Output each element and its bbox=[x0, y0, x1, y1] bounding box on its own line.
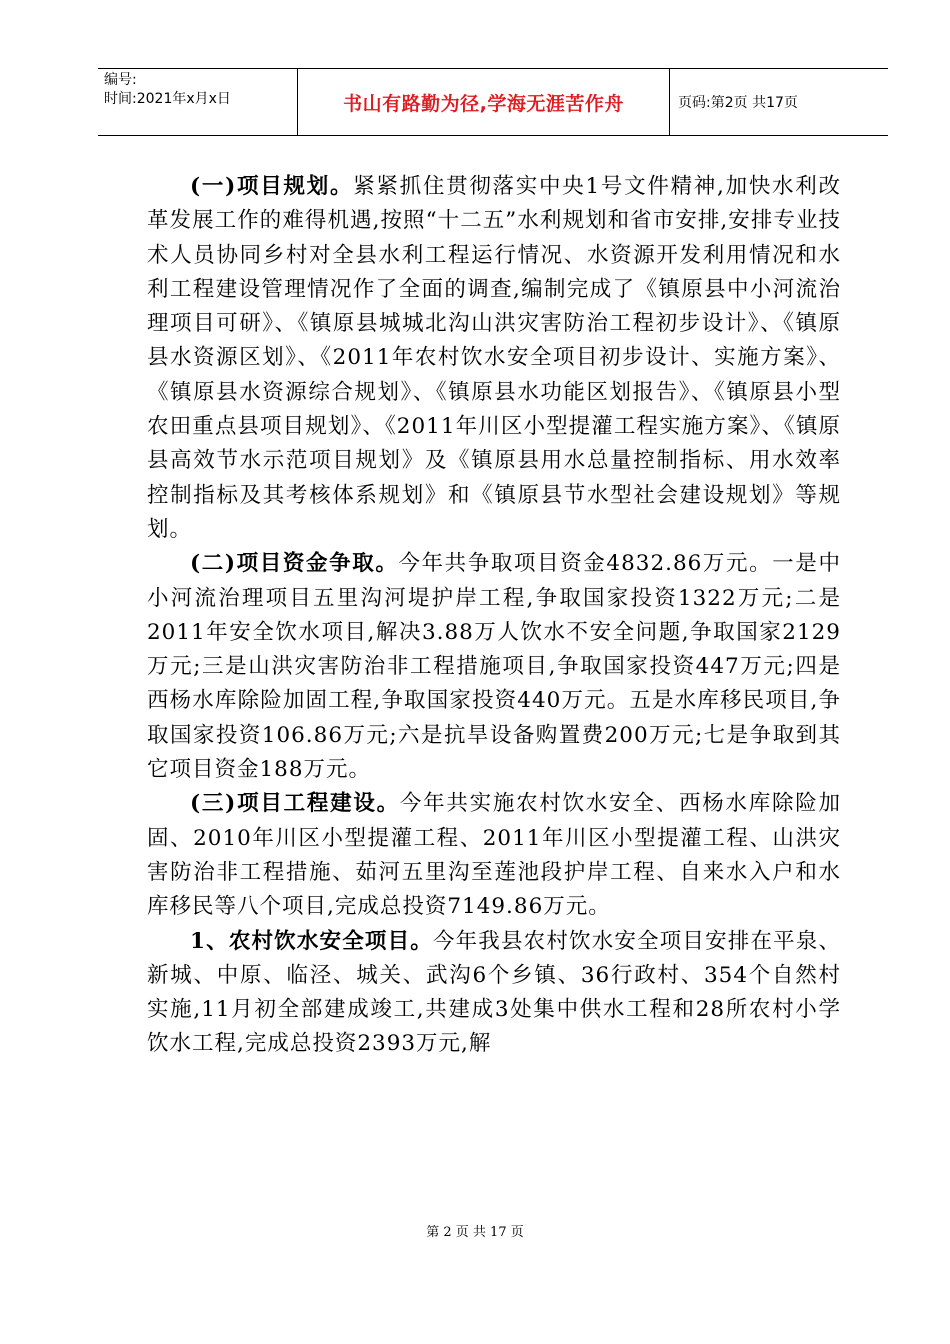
paragraph-heading: 1、农村饮水安全项目。 bbox=[190, 928, 433, 954]
paragraph-drinking-water bbox=[147, 925, 841, 1062]
code-label: 编号: bbox=[104, 72, 137, 88]
paragraph-text: 今年共实施农村饮水安全、西杨水库除险加固、2010年川区小型提灌工程、2011年川区小型提灌工程、山洪灾害防治非工程措施、茹河五里沟至莲池段护岸工程、自来水入户和水库移民等八个项目,完成总投资7149.86万元。 bbox=[147, 791, 841, 920]
paragraph-text: 紧紧抓住贯彻落实中央1号文件精神,加快水利改革发展工作的难得机遇,按照“十二五”水利规划和省市安排,安排专业技术人员协同乡村对全县水利工程运行情况、水资源开发利用情况和水利工程建设管理情况作了全面的调查,编制完成了《镇原县中小河流治理项目可研》、《镇原县城城北沟山洪灾害防治工程初步设计》、《镇原县水资源区划》、《2011年农村饮水安全项目初步设计、实施方案》、《镇原县水资源综合规划》、《镇原县水功能区划报告》、《镇原县小型农田重点县项目规划》、《2011年川区小型提灌工程实施方案》、《镇原县高效节水示范项目规划》及《镇原县用水总量控制指标、用水效率控制指标及其考核体系规划》和《镇原县节水型社会建设规划》等规划。 bbox=[147, 174, 842, 542]
paragraph-text: 今年共争取项目资金4832.86万元。一是中小河流治理项目五里沟河堤护岸工程,争取国家投资1322万元;二是2011年安全饮水项目,解决3.88万人饮水不安全问题,争取国家2129万元;三是山洪灾害防治非工程措施项目,争取国家投资447万元;四是西杨水库除险加固工程,争取国家投资440万元。五是水库移民项目,争取国家投资106.86万元;六是抗旱设备购置费200万元;七是争取到其它项目资金188万元。 bbox=[147, 551, 841, 783]
paragraph-funding bbox=[147, 547, 841, 787]
paragraph-heading: (一)项目规划。 bbox=[190, 174, 354, 199]
header-page-info: 页码:第2页 共17页 bbox=[678, 95, 798, 111]
header-motto: 书山有路勤为径,学海无涯苦作舟 bbox=[298, 69, 670, 135]
header-meta bbox=[98, 69, 298, 135]
document-body bbox=[147, 170, 841, 1062]
paragraph-heading: (二)项目资金争取。 bbox=[190, 551, 399, 577]
paragraph-project-planning bbox=[147, 170, 841, 547]
paragraph-heading: (三)项目工程建设。 bbox=[190, 791, 400, 817]
paragraph-text: 今年我县农村饮水安全项目安排在平泉、新城、中原、临泾、城关、武沟6个乡镇、36行政村、354个自然村实施,11月初全部建成竣工,共建成3处集中供水工程和28所农村小学饮水工程,完成总投资2393万元,解 bbox=[147, 928, 841, 1057]
paragraph-construction bbox=[147, 787, 841, 924]
time-label: 时间:2021年x月x日 bbox=[104, 91, 231, 107]
page-header bbox=[98, 68, 888, 136]
page-footer: 第 2 页 共 17 页 bbox=[426, 1225, 524, 1240]
